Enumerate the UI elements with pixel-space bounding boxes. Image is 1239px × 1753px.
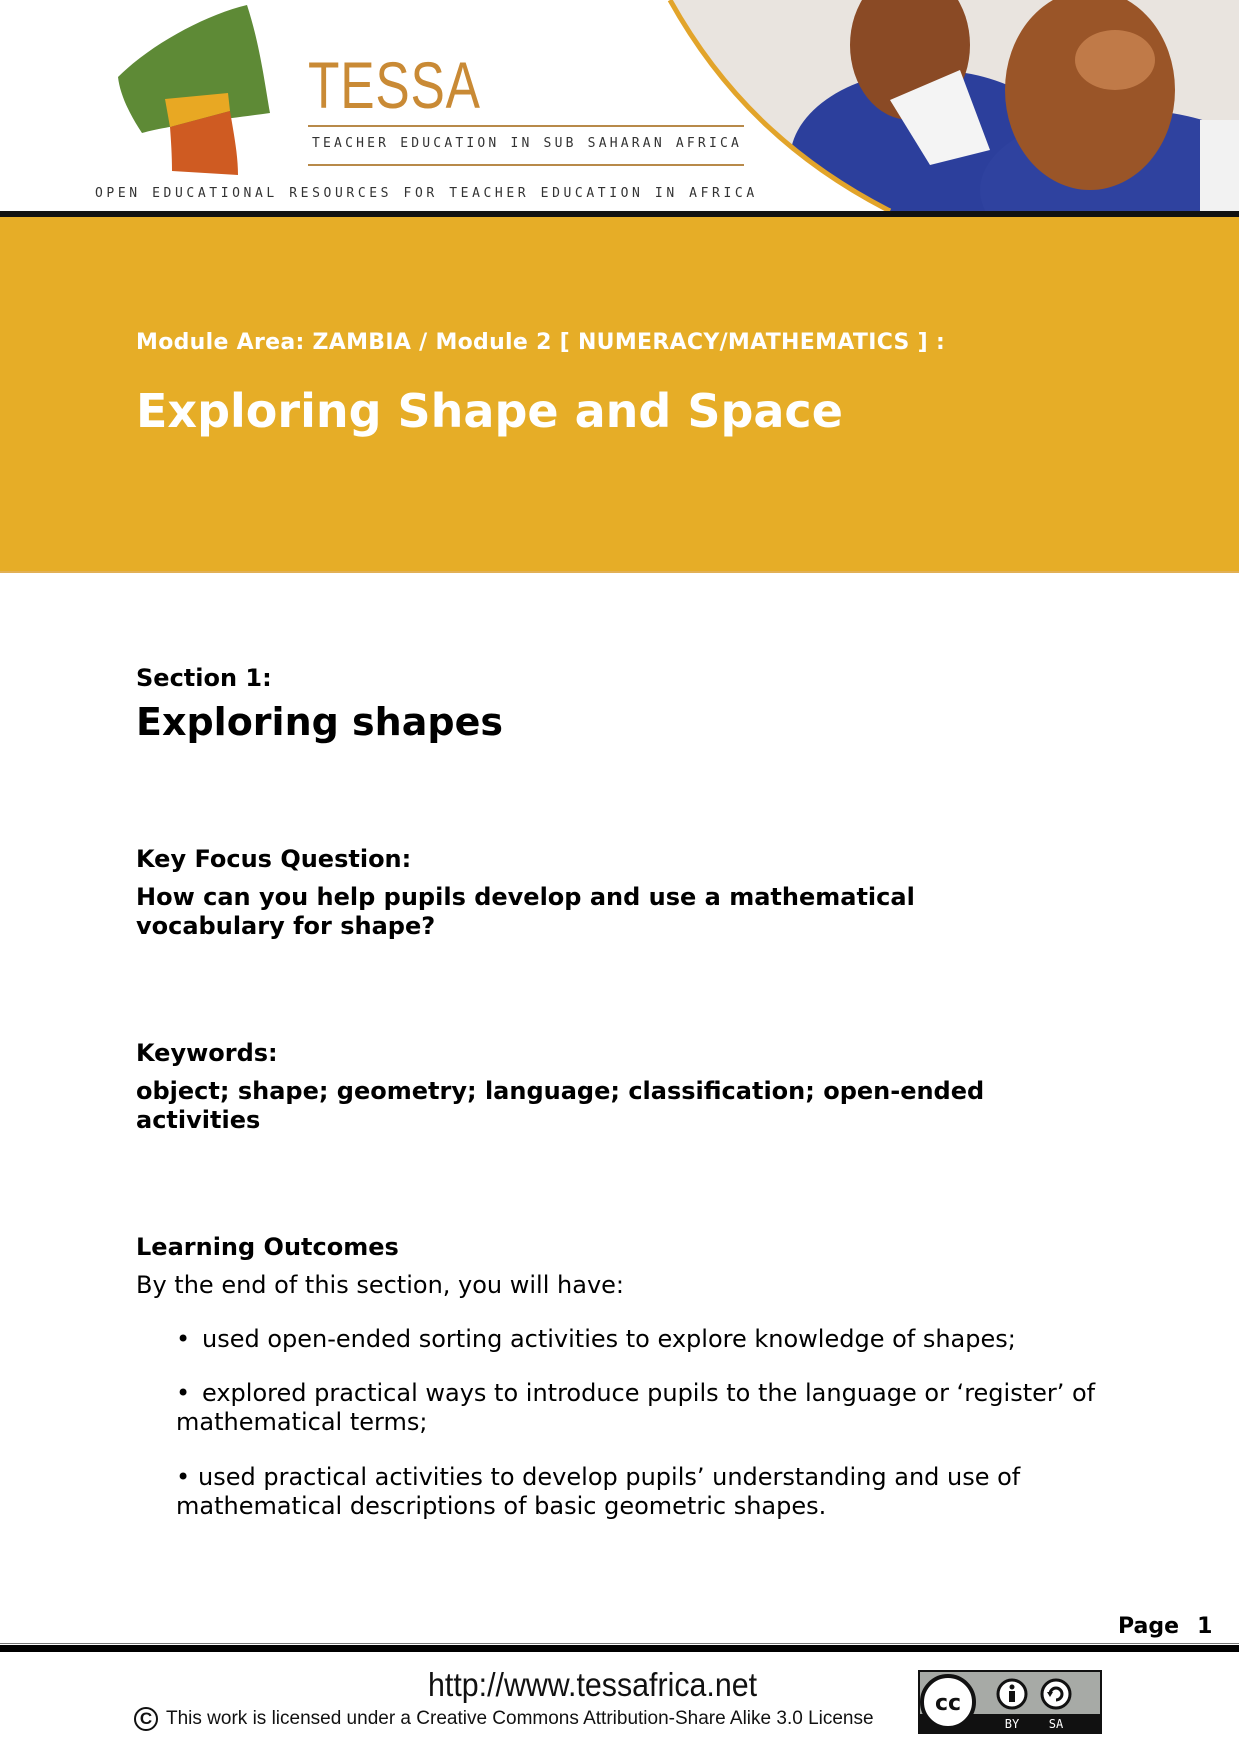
header-tagline: TEACHER EDUCATION IN SUB SAHARAN AFRICA — [312, 136, 743, 151]
keywords-text: object; shape; geometry; language; classification; open-ended activities — [136, 1077, 985, 1134]
header-photo — [660, 0, 1239, 211]
cc-label: cc — [934, 1691, 962, 1716]
bullet-icon: • — [176, 1463, 191, 1491]
license-text: This work is licensed under a Creative Commons Attribution-Share Alike 3.0 License — [166, 1708, 874, 1729]
outcome-item — [176, 1325, 1096, 1354]
page-label: Page — [1118, 1614, 1180, 1639]
learning-outcomes-label: Learning Outcomes — [136, 1233, 399, 1261]
keywords-label: Keywords: — [136, 1039, 278, 1067]
website-link[interactable]: http://www.tessafrica.net — [428, 1666, 758, 1703]
section-title: Exploring shapes — [136, 700, 503, 744]
learning-outcomes-intro: By the end of this section, you will have: — [136, 1271, 624, 1299]
copyright-icon: C — [134, 1707, 158, 1731]
tessa-logo-icon — [110, 5, 280, 185]
outcome-item — [176, 1379, 1096, 1437]
key-focus-label: Key Focus Question: — [136, 845, 412, 873]
outcome-text: used open-ended sorting activities to explore knowledge of shapes; — [202, 1325, 1016, 1353]
license-notice — [134, 1707, 874, 1731]
module-area: Module Area: ZAMBIA / Module 2 [ NUMERACY/MATHEMATICS ] : — [136, 330, 946, 355]
outcome-text: explored practical ways to introduce pupils to the language or ‘register’ of mathematical terms; — [176, 1379, 1096, 1436]
share-alike-icon — [1042, 1680, 1070, 1708]
page-header — [0, 0, 1239, 211]
cc-by-sa-badge[interactable] — [918, 1670, 1102, 1734]
module-title: Exploring Shape and Space — [136, 384, 843, 438]
header-subtagline: OPEN EDUCATIONAL RESOURCES FOR TEACHER EDUCATION IN AFRICA — [95, 186, 758, 201]
sa-label: SA — [1048, 1717, 1064, 1731]
by-label: BY — [1004, 1717, 1020, 1731]
section-label: Section 1: — [136, 664, 272, 692]
outcome-text: used practical activities to develop pupils’ understanding and use of mathematical descriptions of basic geometric shapes. — [176, 1463, 1021, 1520]
outcome-item — [176, 1463, 1096, 1521]
bullet-icon: • — [176, 1379, 191, 1407]
key-focus-question: How can you help pupils develop and use a mathematical vocabulary for shape? — [136, 883, 915, 940]
page-value: 1 — [1197, 1614, 1213, 1639]
footer-divider — [0, 1643, 1239, 1644]
page-number — [1118, 1614, 1212, 1639]
brand-name: TESSA — [308, 48, 481, 122]
footer-divider — [0, 1645, 1239, 1652]
bullet-icon: • — [176, 1325, 191, 1353]
